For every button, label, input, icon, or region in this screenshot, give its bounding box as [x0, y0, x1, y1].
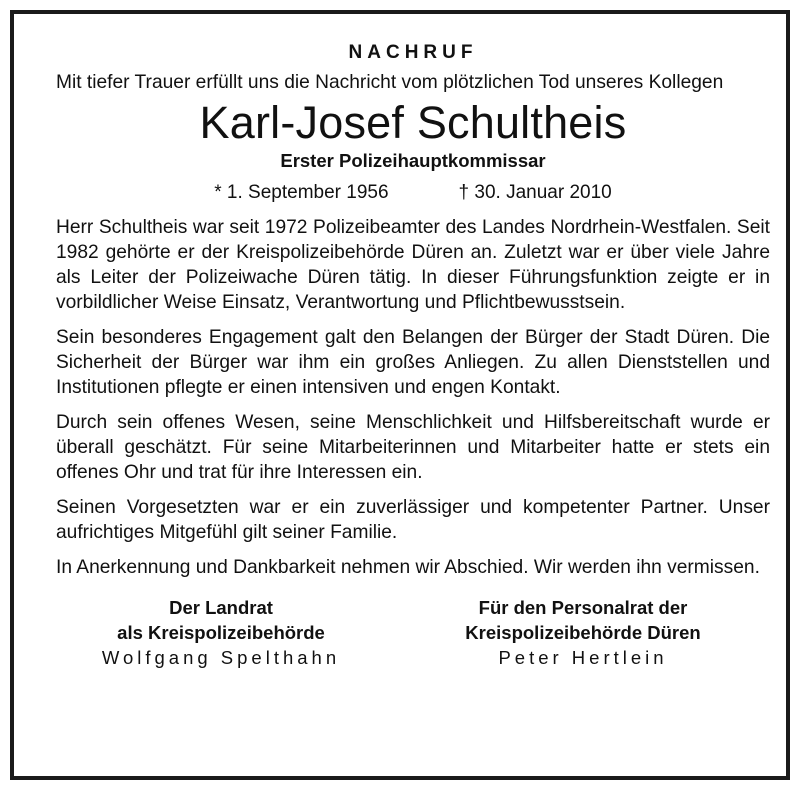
deceased-rank: Erster Polizeihauptkommissar [280, 150, 546, 171]
death-date: † 30. Januar 2010 [458, 182, 612, 203]
signatures [56, 595, 770, 670]
signature-name: Wolfgang Spelthahn [101, 647, 341, 668]
intro-text: Mit tiefer Trauer erfüllt uns die Nachricht vom plötzlichen Tod unseres Kollegen [56, 72, 724, 93]
signature-personalrat [418, 595, 748, 670]
signature-subtitle: als Kreispolizeibehörde [117, 622, 325, 643]
deceased-name: Karl-Josef Schultheis [199, 97, 627, 148]
life-dates [56, 181, 770, 205]
paragraph-career: Herr Schultheis war seit 1972 Polizeibeamter des Landes Nordrhein-Westfalen. Seit 1982 gehörte er der Kreispolizeibehörde Düren an. Zuletzt war er über viele Jahre als Leiter der Polizeiwache Düren tätig. In dieser Führungsfunktion zeigte er in vorbildlicher Weise Einsatz, Verantwortung und Pflichtbewusstsein. [56, 217, 770, 313]
signature-title: Für den Personalrat der [478, 597, 688, 618]
signature-name: Peter Hertlein [498, 647, 668, 668]
signature-subtitle: Kreispolizeibehörde Düren [465, 622, 701, 643]
signature-title: Der Landrat [169, 597, 273, 618]
signature-landrat [56, 595, 386, 670]
obituary-notice [10, 10, 790, 780]
birth-date: * 1. September 1956 [214, 182, 389, 203]
notice-heading: NACHRUF [348, 42, 478, 63]
paragraph-engagement: Sein besonderes Engagement galt den Belangen der Bürger der Stadt Düren. Die Sicherheit der Bürger war ihm ein großes Anliegen. Zu allen Dienststellen und Institutionen pflegte er einen intensiven und engen Kontakt. [56, 327, 770, 398]
paragraph-character: Durch sein offenes Wesen, seine Menschlichkeit und Hilfsbereitschaft wurde er überall geschätzt. Für seine Mitarbeiterinnen und Mitarbeiter hatte er stets ein offenes Ohr und trat für ihre Interessen ein. [56, 412, 770, 483]
paragraph-farewell: In Anerkennung und Dankbarkeit nehmen wir Abschied. Wir werden ihn vermissen. [56, 557, 760, 578]
paragraph-condolence: Seinen Vorgesetzten war er ein zuverlässiger und kompetenter Partner. Unser aufrichtiges Mitgefühl gilt seiner Familie. [56, 497, 770, 543]
notice-content [56, 34, 770, 670]
